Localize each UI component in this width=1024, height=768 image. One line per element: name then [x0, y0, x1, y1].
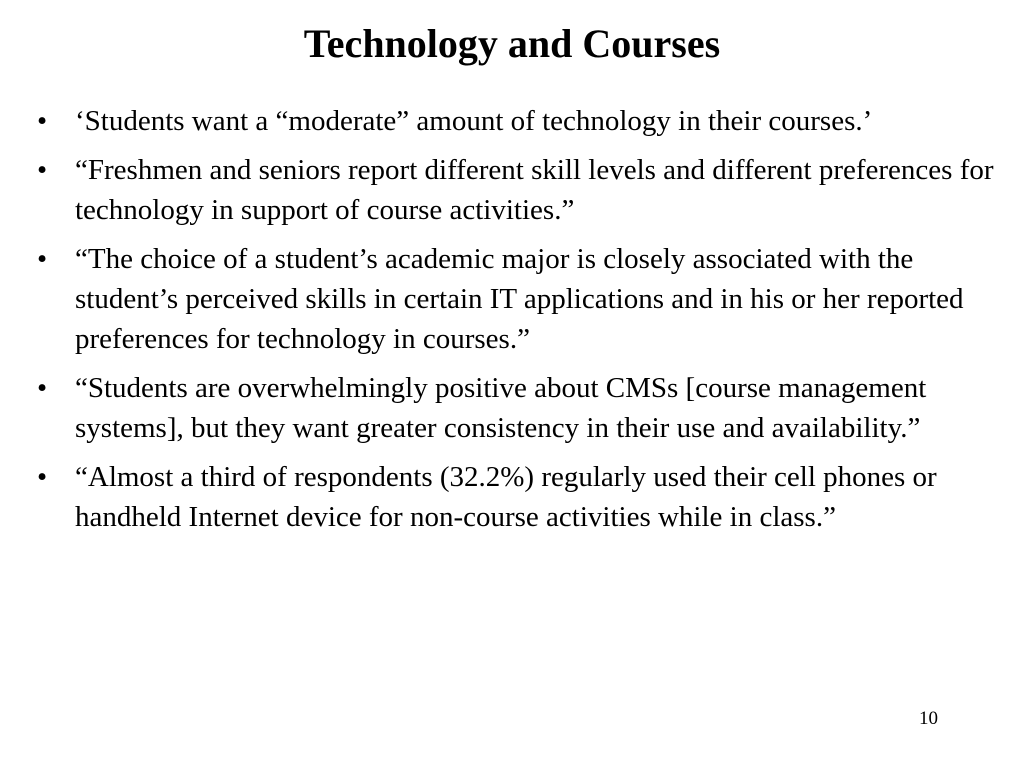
bullet-item-2	[37, 150, 997, 230]
bullet-item-3	[37, 239, 997, 359]
bullet-item-1	[37, 101, 997, 141]
bullet-text: “The choice of a student’s academic major is closely associated with the student’s perceived skills in certain IT applications and in his or her reported preferences for technology in courses.”	[75, 243, 964, 355]
bullet-list	[37, 101, 997, 546]
bullet-item-5	[37, 457, 997, 537]
bullet-text: “Freshmen and seniors report different skill levels and different preferences for technology in support of course activities.”	[75, 154, 994, 226]
bullet-item-4	[37, 368, 997, 448]
bullet-text: ‘Students want a “moderate” amount of technology in their courses.’	[75, 105, 873, 137]
bullet-icon: •	[37, 372, 48, 404]
page-number: 10	[919, 708, 938, 729]
bullet-icon: •	[37, 105, 48, 137]
slide-title: Technology and Courses	[303, 21, 721, 66]
bullet-icon: •	[37, 461, 48, 493]
bullet-icon: •	[37, 243, 48, 275]
bullet-text: “Students are overwhelmingly positive about CMSs [course management systems], but they want greater consistency in their use and availability.”	[75, 372, 927, 444]
bullet-icon: •	[37, 154, 48, 186]
bullet-text: “Almost a third of respondents (32.2%) regularly used their cell phones or handheld Internet device for non-course activities while in class.”	[75, 461, 937, 533]
